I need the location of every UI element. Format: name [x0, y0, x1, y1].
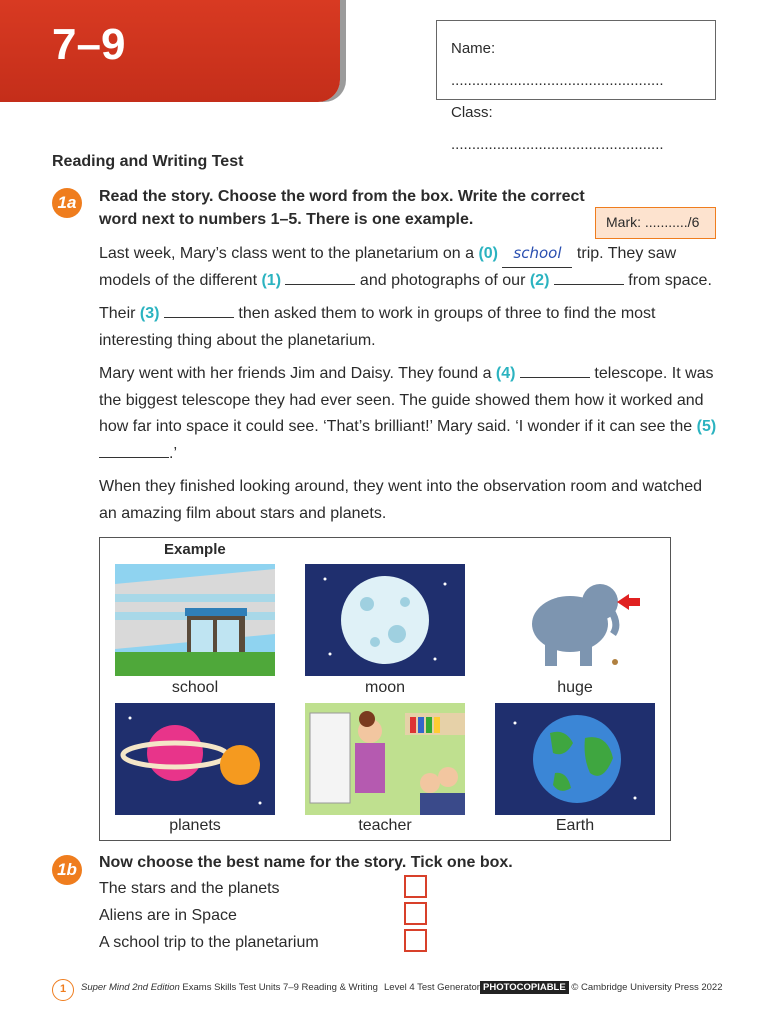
tick-box-1[interactable] — [404, 875, 427, 898]
task-1a-instruction — [99, 185, 585, 231]
task-1b-instruction: Now choose the best name for the story. Tick one box. — [99, 854, 513, 871]
mark-box: Mark: .........../6 — [595, 207, 716, 239]
word-moon: moon — [364, 679, 406, 696]
unit-range: 7–9 — [52, 20, 126, 69]
footer-level: Level 4 Test Generator — [384, 982, 480, 993]
name-class-box — [436, 20, 716, 153]
word-earth: Earth — [555, 817, 595, 834]
word-teacher: teacher — [358, 817, 412, 834]
gap-number-5: (5) — [696, 418, 717, 435]
earth-picture — [495, 703, 655, 815]
planets-picture — [115, 703, 275, 815]
gap-number-2: (2) — [529, 271, 550, 289]
word-box — [99, 537, 671, 841]
word-planets: planets — [169, 817, 221, 834]
teacher-picture — [305, 703, 465, 815]
word-school: school — [171, 679, 219, 696]
gap-number-3: (3) — [139, 305, 160, 322]
footer-rights: PHOTOCOPIABLE © Cambridge University Press 2022 — [480, 982, 723, 993]
title-option-3: A school trip to the planetarium — [99, 934, 319, 951]
moon-picture — [305, 564, 465, 676]
section-title: Reading and Writing Test — [52, 153, 244, 170]
gap-3-input[interactable] — [164, 302, 234, 318]
title-option-1: The stars and the planets — [99, 880, 280, 897]
gap-number-0: (0) — [478, 245, 499, 262]
school-picture — [115, 564, 275, 676]
example-answer: school — [502, 240, 572, 268]
task-1a-badge: 1a — [52, 188, 82, 218]
gap-2-input[interactable] — [554, 269, 624, 285]
story-text — [99, 240, 724, 534]
gap-number-1: (1) — [261, 271, 282, 289]
footer-book: Super Mind 2nd Edition Exams Skills Test Units 7–9 Reading & Writing — [81, 982, 378, 993]
unit-tab — [0, 0, 340, 102]
instruction-line-2: word next to numbers 1–5. There is one example. — [99, 211, 474, 228]
class-field[interactable]: Class: ................................................... — [451, 104, 664, 153]
story-paragraph-4: When they finished looking around, they went into the observation room and watched an amazing film about stars and planets. — [99, 478, 703, 522]
photocopiable-badge: PHOTOCOPIABLE — [480, 981, 569, 994]
story-paragraph-1: Last week, Mary’s class went to the planetarium on a (0) school trip. They saw models of the different (1) and photographs of our (2) from space. — [99, 240, 724, 294]
name-field[interactable]: Name: ................................................... — [451, 40, 664, 89]
word-huge: huge — [557, 679, 593, 696]
gap-4-input[interactable] — [520, 362, 590, 378]
gap-number-4: (4) — [495, 365, 516, 382]
huge-picture — [495, 564, 655, 676]
story-paragraph-2: Their (3) then asked them to work in groups of three to find the most interesting thing about the planetarium. — [99, 301, 724, 354]
task-1b-badge: 1b — [52, 855, 82, 885]
page-number: 1 — [52, 979, 74, 1001]
gap-1-input[interactable] — [285, 269, 355, 285]
instruction-line-1: Read the story. Choose the word from the box. Write the correct — [99, 188, 585, 205]
tick-box-2[interactable] — [404, 902, 427, 925]
example-label: Example — [164, 541, 226, 558]
title-option-2: Aliens are in Space — [99, 907, 237, 924]
story-paragraph-3: Mary went with her friends Jim and Daisy. They found a (4) telescope. It was the biggest telescope they had ever seen. The guide showed them how it worked and how far into space it could see. ‘That’s brilliant!’ Mary said. ‘I wonder if it can see the (5) .’ — [99, 361, 724, 467]
gap-5-input[interactable] — [99, 442, 169, 458]
tick-box-3[interactable] — [404, 929, 427, 952]
